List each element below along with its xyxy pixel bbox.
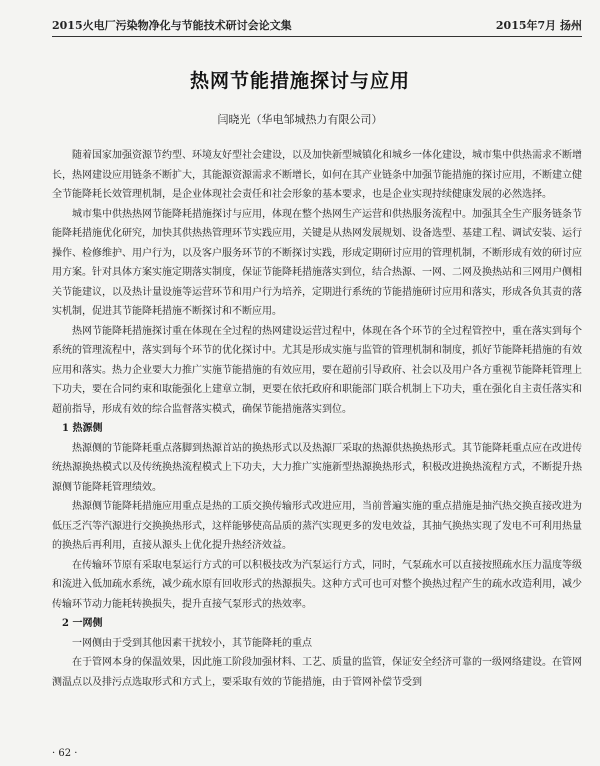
header-proceedings-title: 2015火电厂污染物净化与节能技术研讨会论文集: [52, 19, 292, 32]
intro-paragraph-1: 随着国家加强资源节约型、环境友好型社会建设，以及加快新型城镇化和城乡一体化建设，城市集中供热需求不断增长，热网建设应用链条不断扩大，其能源资源需求不断增长，如何在其产业链条中加强节能措施的探讨应用，不断建立健全节能降耗长效管理机制，是企业体现社会责任和社会形象的基本要求，也是企业实现持续健康发展的必然选择。: [52, 150, 582, 200]
intro-paragraph-3: 热网节能降耗措施探讨重在体现在全过程的热网建设运营过程中，体现在各个环节的全过程管控中，重在落实到每个系统的管理流程中，落实到每个环节的优化探讨中。尤其是形成实施与监管的管理机制和制度，抓好节能降耗措施的有效应用和落实。热力企业要大力推广实施节能措施的有效应用，要在超前引导政府、社会以及用户各方重视节能降耗管理上下功夫，要在合同约束和取能强化上建章立制，更要在依托政府和职能部门联合机制上下功夫，重在强化自主责任落实和超前指导，形成有效的综合监督落实模式，确保节能措施落实到位。: [52, 325, 582, 415]
section-heading-primary-network: 2 一网侧: [62, 618, 103, 629]
author-line: 闫晓光（华电邹城热力有限公司）: [217, 113, 383, 126]
paper-title: 热网节能措施探讨与应用: [189, 70, 410, 92]
running-header: [52, 14, 582, 37]
header-date-location: 2015年7月 扬州: [495, 19, 582, 32]
section-heading-heat-source: 1 热源侧: [62, 423, 103, 434]
intro-paragraph-2: 城市集中供热热网节能降耗措施探讨与应用，体现在整个热网生产运营和供热服务流程中。加强其全生产服务链条节能降耗措施优化研究，加快其供热热管理环节实践应用，关键是从热网发展规划、设备选型、基建工程、调试安装、运行操作、检修维护、用户行为，以及客户服务环节的不断探讨实践，形成定期研讨应用的管理机制，不断形成有效的研讨应用方案。针对具体方案实施定期落实制度，保证节能降耗措施落实到位，结合热源、一网、二网及换热站和三网用户侧相关节能建议，以及热计量设施等运营环节和用户行为培养，定期进行系统的节能措施研讨应用和落实，形成各负其责的落实机制，促进其节能降耗措施不断探讨和不断应用。: [52, 208, 582, 317]
primary-network-paragraph-1: 在于管网本身的保温效果，因此施工阶段加强材料、工艺、质量的监管，保证安全经济可靠的一级网络建设。在管网测温点以及排污点选取形式和方式上，要采取有效的节能措施，由于管网补偿节受到: [52, 657, 582, 688]
heat-source-paragraph-3: 在传输环节原有采取电泵运行方式的可以积极技改为汽泵运行方式，同时，气泵疏水可以直接按照疏水压力温度等级和流进入低加疏水系统，减少疏水原有回收形式的热源损失。这种方式可也可对整个换热过程产生的疏水改造利用，减少传输环节动力能耗转换损失，提升直接气泵形式的热效率。: [52, 559, 582, 610]
heat-source-paragraph-1: 热源侧的节能降耗重点落脚到热源首站的换热形式以及热源厂采取的热源供热换热形式。其节能降耗重点应在改进传统热源换热模式以及传统换热流程模式上下功夫，大力推广实施新型热源换热形式，积极改进换热流程方式，不断提升热源侧节能降耗管理绩效。: [52, 442, 582, 493]
heat-source-paragraph-2: 热源侧节能降耗措施应用重点是热的工质交换传输形式改进应用，当前普遍实施的重点措施是抽汽热交换直接改进为低压乏汽等汽源进行交换换热形式，这样能够使高品质的蒸汽实现更多的发电效益，其抽气换热实现了发电不可利用热量的换热后再利用，直接从源头上优化提升热经济效益。: [52, 501, 582, 551]
page-number: · 62 ·: [52, 748, 78, 759]
primary-network-lead: 一网侧由于受到其他因素干扰较小，其节能降耗的重点: [72, 637, 312, 649]
article-body: [52, 146, 582, 692]
